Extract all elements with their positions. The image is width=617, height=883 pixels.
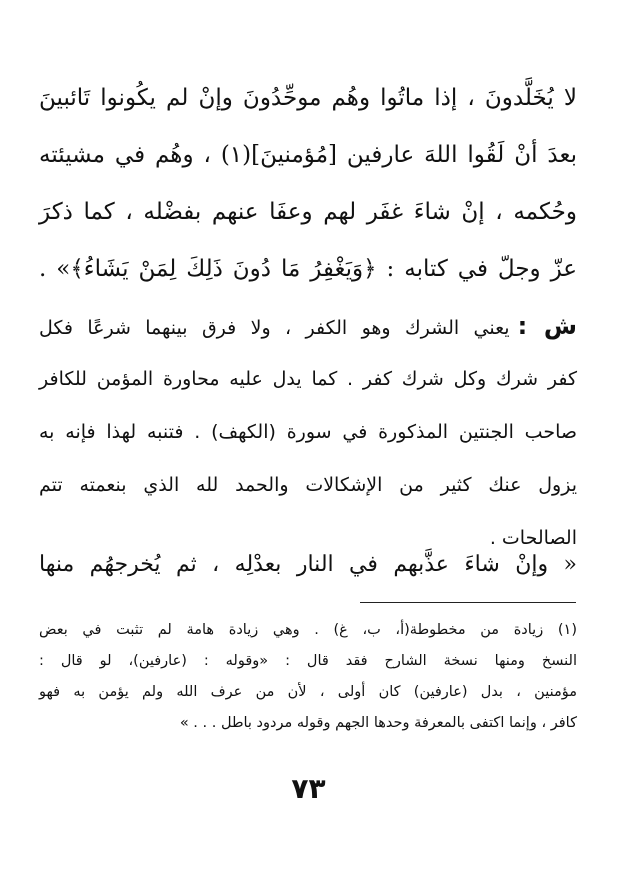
commentary-line: كفر شرك وكل شرك كفر . كما يدل عليه محاورة المؤمن للكافر	[39, 368, 577, 390]
commentary-line: يزول عنك كثير من الإشكالات والحمد لله الذي بنعمته تتم	[39, 474, 577, 496]
main-line: لا يُخَلَّدونَ ، إذا ماتُوا وهُم موحِّدُونَ وإنْ لم يكُونوا تَائبينَ	[39, 85, 577, 111]
commentary-line-text: يعني الشرك وهو الكفر ، ولا فرق بينهما شرعًا فكل	[39, 317, 510, 339]
quote-line: « وإنْ شاءَ عذَّبهم في النار بعدْلِه ، ثم يُخرجهُم منها	[39, 552, 577, 577]
footnote-line: النسخ ومنها نسخة الشارح فقد قال : «وقوله : (عارفين)، لو قال :	[39, 653, 577, 669]
footnote-line: مؤمنين ، بدل (عارفين) كان أولى ، لأن من عرف الله ولم يؤمن به فهو	[39, 684, 577, 700]
commentary	[39, 300, 577, 565]
commentary-line: صاحب الجنتين المذكورة في سورة (الكهف) . فتنبه لهذا فإنه به	[39, 421, 577, 443]
main-line: وحُكمه ، إنْ شاءَ غفَر لهم وعفَا عنهم بفضْله ، كما ذكرَ	[39, 199, 577, 225]
main-line: عزّ وجلّ في كتابه : ﴿وَيَغْفِرُ مَا دُونَ ذَلِكَ لِمَنْ يَشَاءُ﴾» .	[39, 256, 577, 282]
footnote-line: (١) زيادة من مخطوطة(أ، ب، غ) . وهي زيادة هامة لم تثبت في بعض	[39, 622, 577, 638]
main-line: بعدَ أنْ لَقُوا اللهَ عارفين [مُؤمنينَ](١) ، وهُم في مشيئته	[39, 142, 577, 168]
footnotes	[39, 615, 577, 739]
footnote-line: كافر ، وإنما اكتفى بالمعرفة وحدها الجهم وقوله مردود باطل . . . »	[179, 715, 577, 731]
commentary-marker: ش :	[517, 312, 577, 340]
commentary-line	[39, 300, 577, 353]
footnote-divider	[360, 602, 576, 603]
main-text	[39, 70, 577, 298]
page-number: ٧٣	[291, 772, 326, 805]
commentary-line: الصالحات .	[489, 527, 577, 549]
